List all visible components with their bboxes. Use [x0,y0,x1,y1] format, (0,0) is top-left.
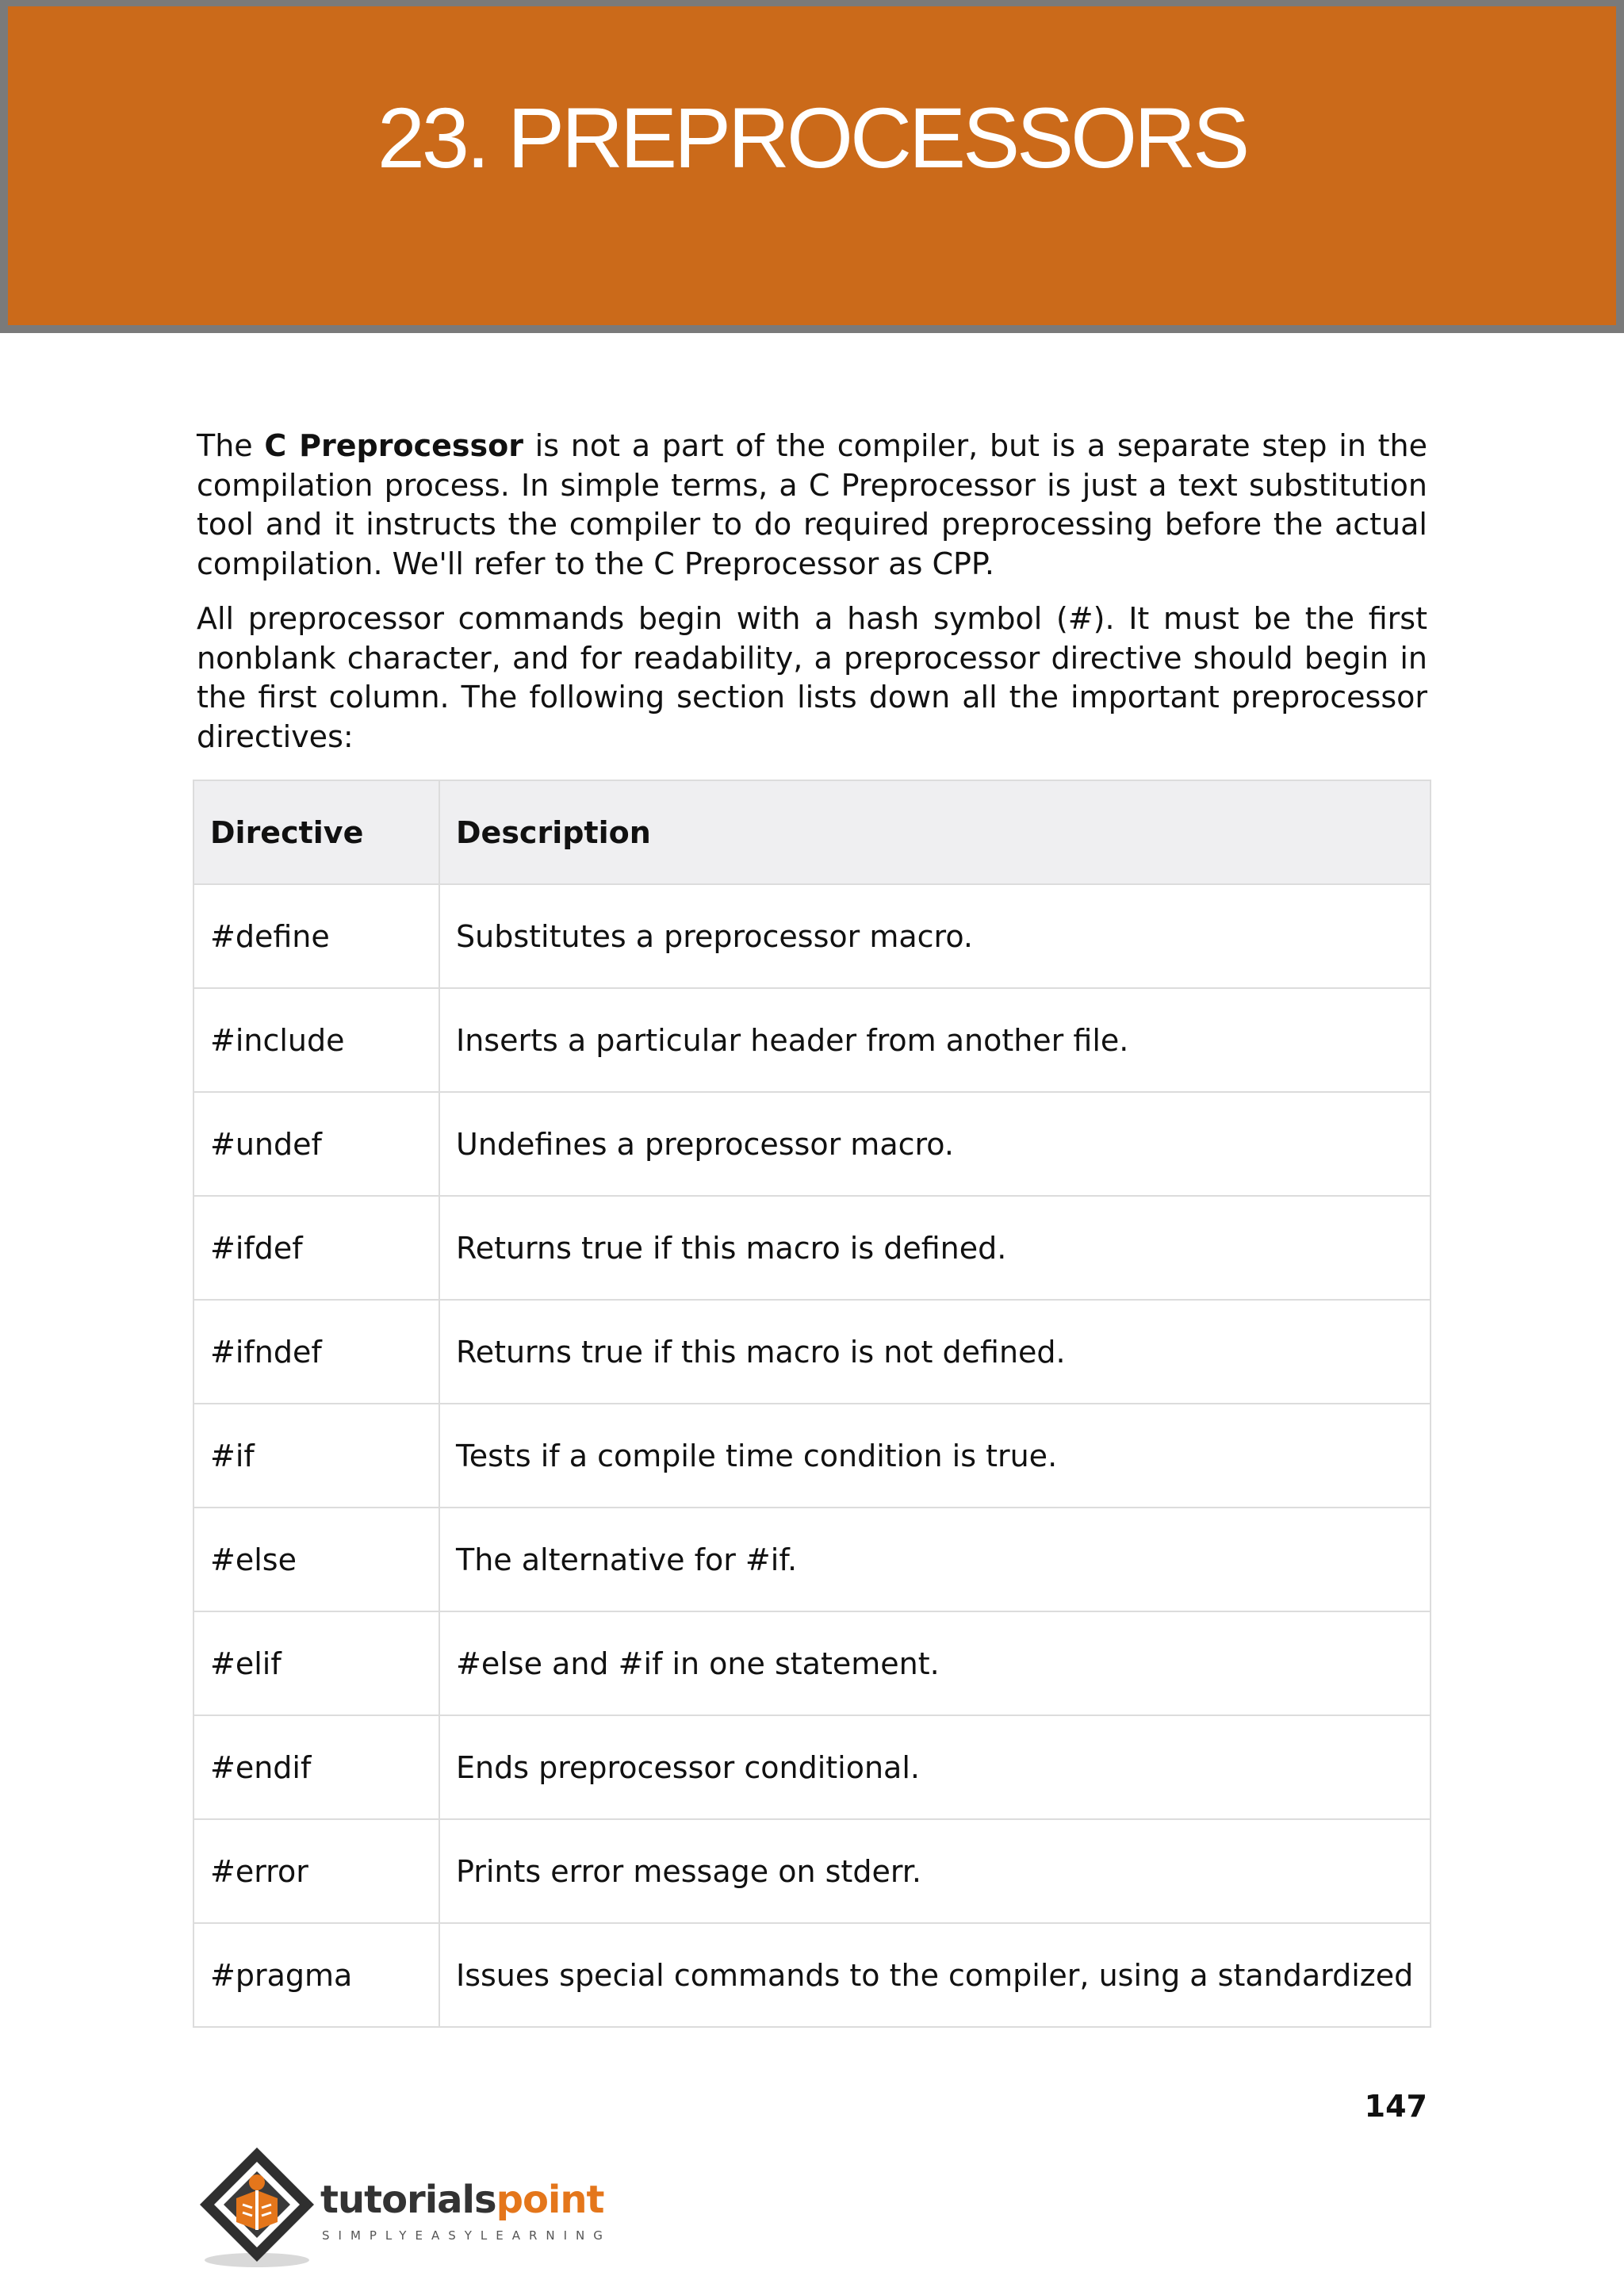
intro-p1-prefix: The [197,428,265,463]
chapter-title: 23. PREPROCESSORS [377,90,1247,186]
logo-tagline: SIMPLYEASYLEARNING [322,2228,611,2243]
directive-cell: #ifdef [193,1196,439,1300]
table-header-row [193,780,1431,884]
directive-cell: #define [193,884,439,988]
description-cell: Tests if a compile time condition is true. [439,1404,1431,1508]
logo-wordmark-part1: tutorials [320,2178,496,2222]
table-row [193,1508,1431,1611]
page-number: 147 [1364,2089,1427,2124]
header-directive: Directive [193,780,439,884]
directive-cell: #undef [193,1092,439,1196]
tutorialspoint-diamond-logo-icon [193,2141,320,2276]
directive-cell: #elif [193,1611,439,1715]
description-cell: Undefines a preprocessor macro. [439,1092,1431,1196]
intro-p1-rest: is not a part of the compiler, but is a separate step in the compilation process. In simple terms, a C Preprocessor is just a text substitution tool and it instructs the compiler to do required preprocessing before the actual compilation. We'll refer to the C Preprocessor as CPP. [197,428,1427,581]
table-row [193,988,1431,1092]
table-row [193,1715,1431,1819]
header-description: Description [439,780,1431,884]
table-row [193,1923,1431,2027]
table-row [193,1404,1431,1508]
description-cell: The alternative for #if. [439,1508,1431,1611]
directive-cell: #ifndef [193,1300,439,1404]
intro-paragraph-2: All preprocessor commands begin with a hash symbol (#). It must be the first nonblank character, and for readability, a preprocessor directive should begin in the first column. The following section lists down all the important preprocessor directives: [197,601,1427,754]
table-row [193,1092,1431,1196]
logo-wordmark-part2: point [496,2178,604,2222]
description-cell: Ends preprocessor conditional. [439,1715,1431,1819]
directive-cell: #include [193,988,439,1092]
directive-cell: #pragma [193,1923,439,2027]
table-row [193,1300,1431,1404]
directive-cell: #endif [193,1715,439,1819]
directive-cell: #if [193,1404,439,1508]
table-row [193,1819,1431,1923]
description-cell: #else and #if in one statement. [439,1611,1431,1715]
intro-p1-bold-term: C Preprocessor [264,428,523,463]
description-cell: Returns true if this macro is defined. [439,1196,1431,1300]
directive-cell: #else [193,1508,439,1611]
directive-cell: #error [193,1819,439,1923]
intro-paragraph-1 [197,427,1427,584]
description-cell: Prints error message on stderr. [439,1819,1431,1923]
table-row [193,884,1431,988]
intro-text [197,427,1427,772]
tutorialspoint-logo [193,2141,638,2276]
directives-table [193,780,1431,2028]
description-cell: Inserts a particular header from another file. [439,988,1431,1092]
table-row [193,1196,1431,1300]
table-row [193,1611,1431,1715]
description-cell: Substitutes a preprocessor macro. [439,884,1431,988]
description-cell: Returns true if this macro is not defined. [439,1300,1431,1404]
description-cell: Issues special commands to the compiler, using a standardized [439,1923,1431,2027]
chapter-banner [0,0,1624,333]
logo-wordmark [320,2178,604,2222]
